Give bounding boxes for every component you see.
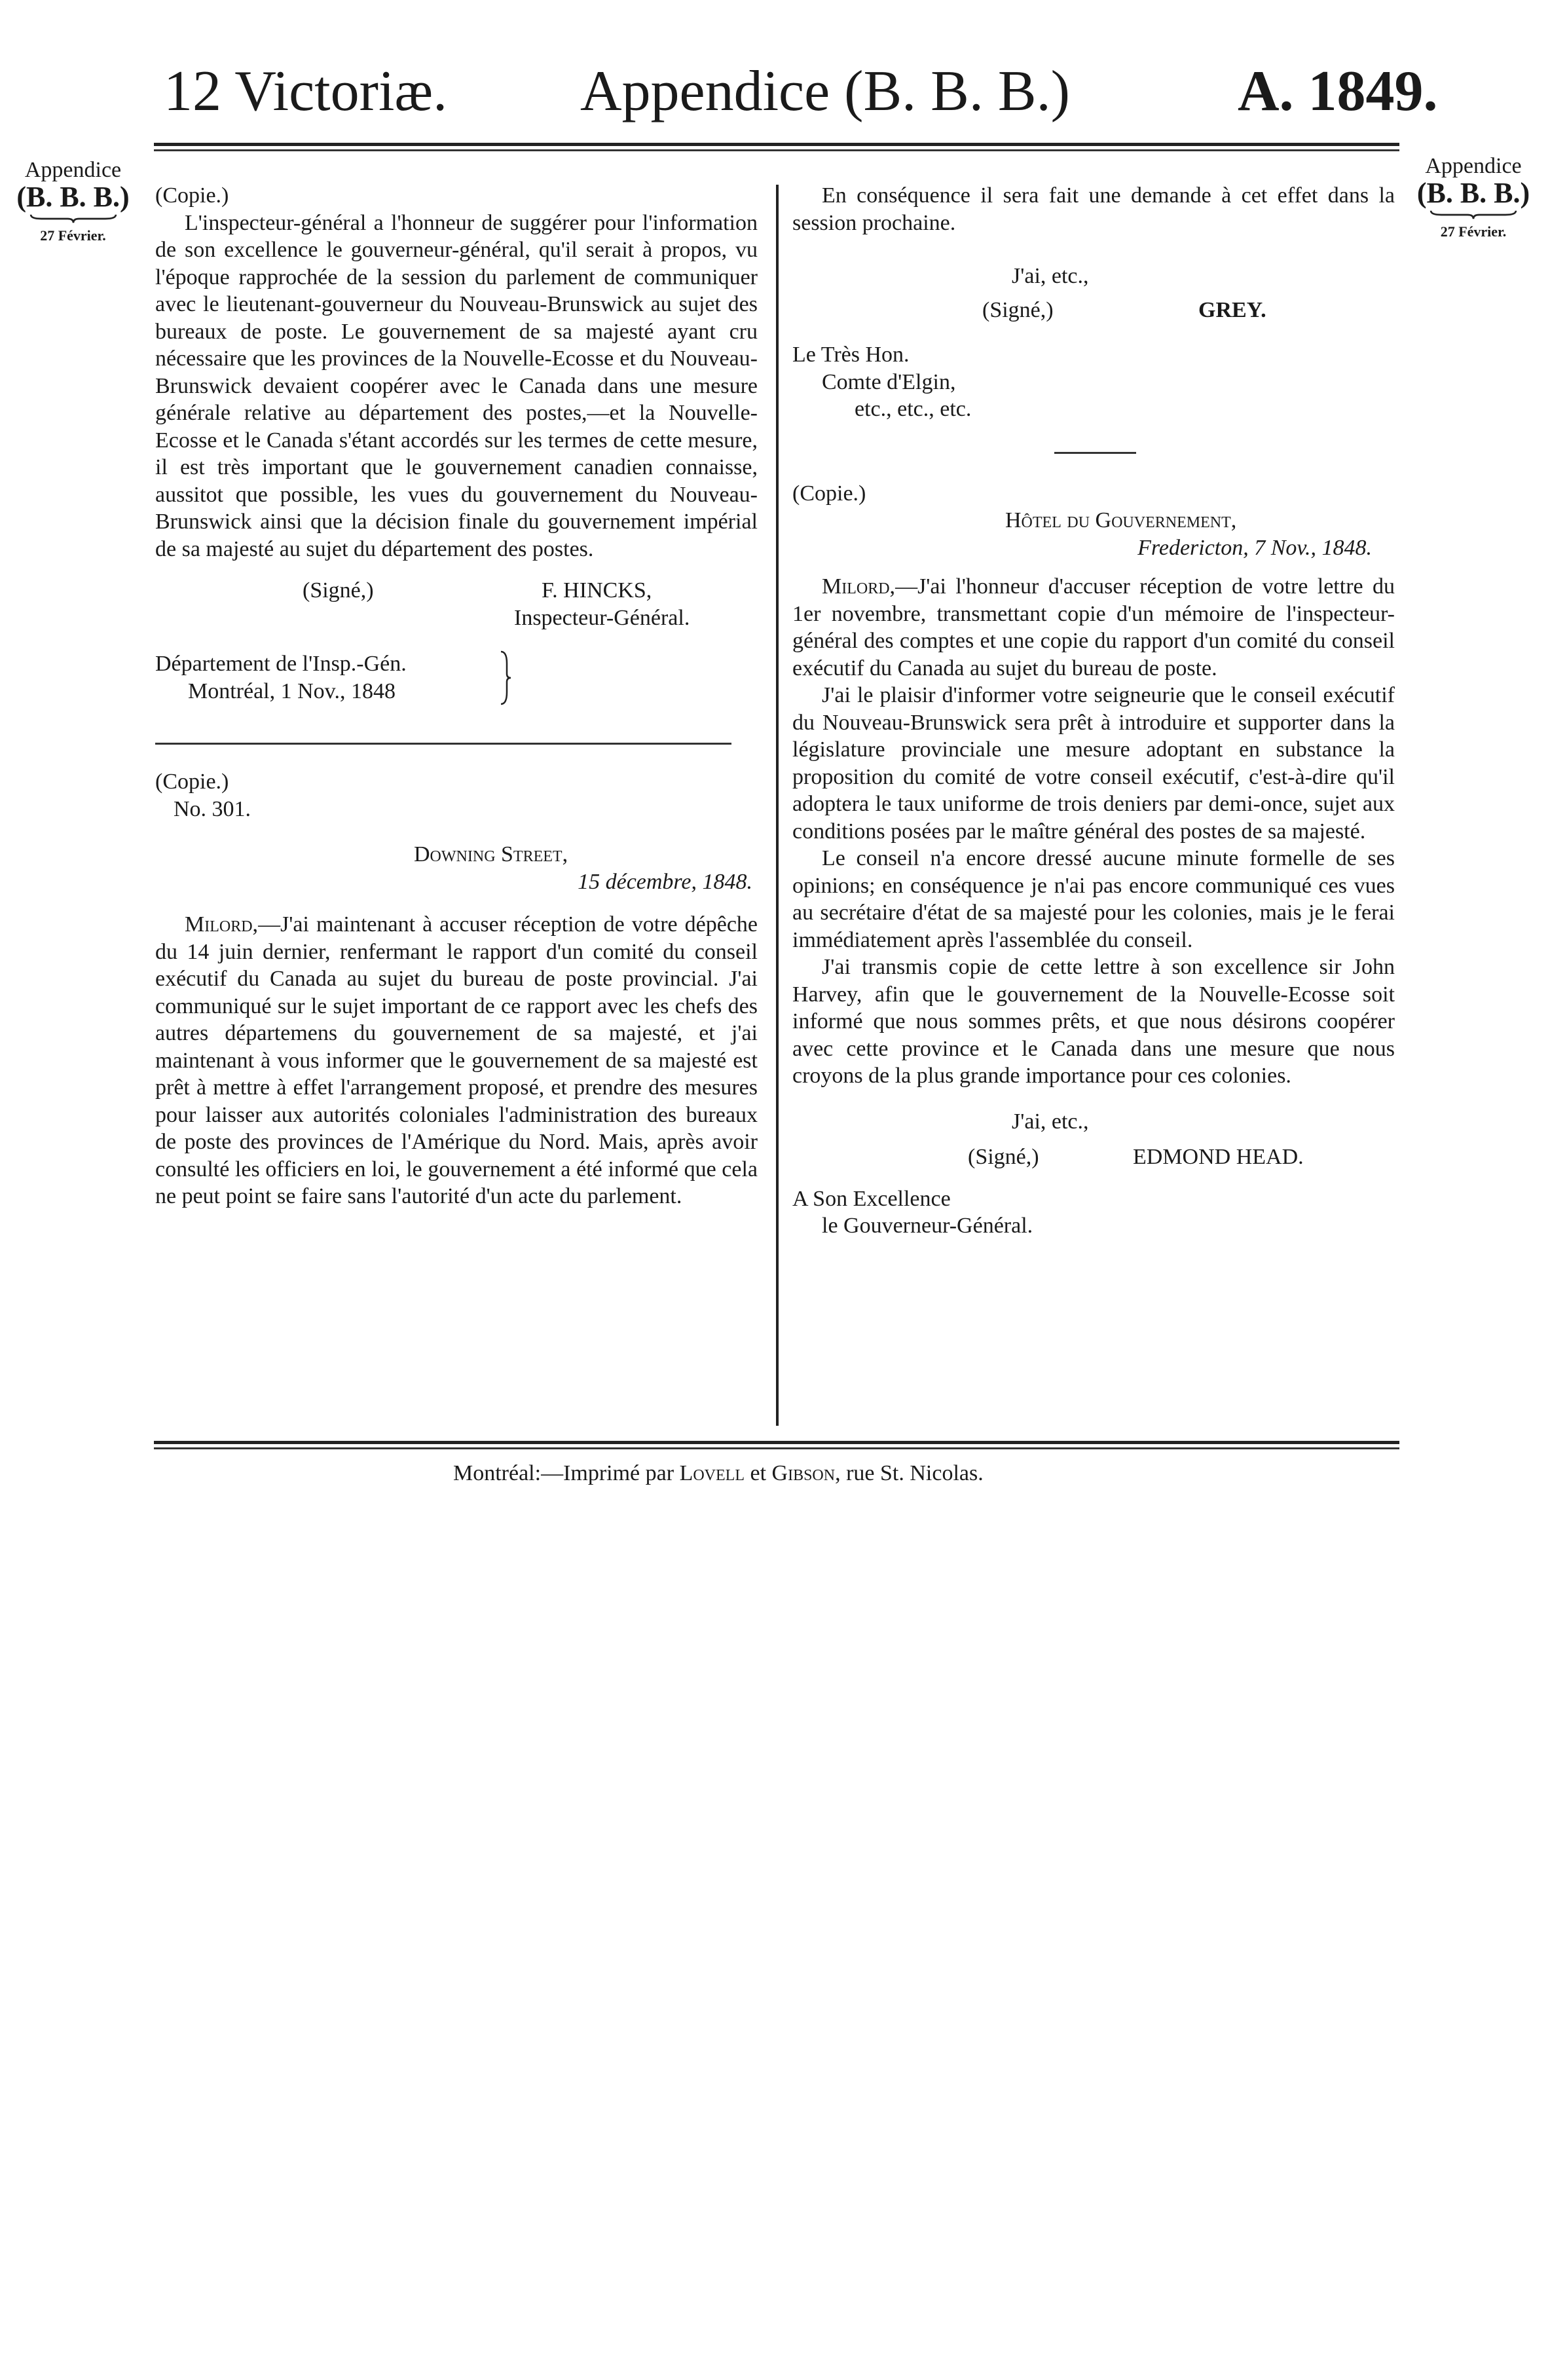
- imprint-et: et: [750, 1461, 767, 1485]
- addressee-line-2: Comte d'Elgin,: [822, 369, 956, 394]
- head-closing-row: [792, 1108, 1395, 1136]
- downing-date: 15 décembre, 1848.: [578, 869, 752, 894]
- head-signature-row: [792, 1144, 1395, 1171]
- margin-label-left: Appendice: [24, 158, 122, 182]
- header-center: Appendice (B. B. B.): [580, 60, 1070, 123]
- imprint-suffix: rue St. Nicolas.: [846, 1461, 984, 1485]
- imprint-gibson: Gibson,: [771, 1461, 841, 1485]
- imprint-prefix: Montréal:—Imprimé par: [453, 1461, 674, 1485]
- margin-date-left: 27 Février.: [40, 227, 106, 244]
- milord-salutation-2: Milord,: [822, 574, 896, 599]
- head-letter-para-3: Le conseil n'a encore dressé aucune minute formelle de ses opinions; en conséquence je n'ai pas encore communiqué ces vues au secrétaire d'état de sa majesté pour les colonies, mais je le ferai immédiatement après l'assemblée du conseil.: [792, 846, 1395, 952]
- right-separator: [1054, 452, 1136, 454]
- hotel-gouvernement: Hôtel du Gouvernement,: [1005, 508, 1237, 532]
- grey-name: GREY.: [1198, 298, 1266, 322]
- footer-rule: [154, 1441, 1399, 1444]
- header-rule: [154, 143, 1399, 146]
- to-line-2: le Gouverneur-Général.: [822, 1214, 1033, 1238]
- column-divider: [776, 185, 779, 1426]
- margin-note-right: [1398, 155, 1549, 239]
- left-column: [155, 182, 758, 1210]
- signe-label-3: (Signé,): [968, 1144, 1039, 1169]
- dept-brace-icon: [499, 650, 512, 705]
- printer-imprint: [453, 1462, 984, 1485]
- hincks-memo: L'inspecteur-général a l'honneur de suggérer pour l'information de son excellence le gouverneur-général, qu'il serait à propos, vu l'époque rapprochée de la session du parlement de communiquer avec le lieutenant-gouverneur du Nouveau-Brunswick au sujet des bureaux de poste. Le gouvernement de sa majesté ayant cru nécessaire que les provinces de la Nouvelle-Ecosse et du Nouveau-Brunswick devaient coopérer avec le Canada dans une mesure générale relative au département des postes,—et la Nouvelle-Ecosse et le Canada s'étant accordés sur les termes de cette mesure, il est très important que le gouvernement canadien connaisse, aussitot que possible, les vues du gouvernement du Nouveau-Brunswick ainsi que la décision finale du gouvernement impérial de sa majesté au sujet du département des postes.: [155, 210, 758, 561]
- addressee-line-3: etc., etc., etc.: [855, 397, 972, 421]
- head-name: EDMOND HEAD.: [1133, 1144, 1304, 1169]
- footer-rule-2: [154, 1447, 1399, 1449]
- downing-street: Downing Street,: [414, 842, 568, 866]
- grey-addressee: [792, 341, 1395, 423]
- imprint-lovell: Lovell: [679, 1461, 745, 1485]
- dept-line-1: Département de l'Insp.-Gén.: [155, 652, 407, 676]
- hincks-title-row: [155, 604, 758, 632]
- addressee-line-1: Le Très Hon.: [792, 343, 910, 367]
- hincks-title: Inspecteur-Général.: [514, 606, 690, 630]
- grey-closing-row: [792, 263, 1395, 290]
- grey-dispatch: —J'ai maintenant à accuser réception de votre dépêche du 14 juin dernier, renfermant le rapport d'un comité du conseil exécutif du Canada au sujet du bureau de poste provincial. J'ai communiqué sur le sujet important de ce rapport avec les chefs des autres départemens du gouvernement de sa majesté, et j'ai maintenant à vous informer que le gouvernement de sa majesté est prêt à mettre à effet l'arrangement proposé, et prendre des mesures pour laisser aux autorités coloniales l'administration des bureaux de poste des provinces de l'Amérique du Nord. Mais, après avoir consulté les officiers en loi, le gouvernement a été informé que cela ne peut point se faire sans l'autorité d'un acte du parlement.: [155, 912, 758, 1208]
- fredericton-date: Fredericton, 7 Nov., 1848.: [1137, 535, 1372, 560]
- brace-right-icon: [1424, 210, 1522, 220]
- margin-note-left: [3, 158, 143, 243]
- signe-label-1: (Signé,): [303, 578, 374, 603]
- head-letter-para-4: J'ai transmis copie de cette lettre à son excellence sir John Harvey, afin que le gouvernement de la Nouvelle-Ecosse soit informé que nous sommes prêts, et que nous désirons coopérer avec cette province et le Canada dans une mesure que nous croyons de la plus grande importance pour ces colonies.: [792, 955, 1395, 1088]
- copie-label-1: (Copie.): [155, 183, 229, 208]
- margin-date-right: 27 Février.: [1440, 223, 1507, 240]
- copie-label-2: (Copie.): [155, 770, 229, 794]
- jai-etc-1: J'ai, etc.,: [1012, 264, 1089, 288]
- milord-salutation-1: Milord,: [185, 912, 259, 937]
- grey-dispatch-continued: En conséquence il sera fait une demande à cet effet dans la session prochaine.: [792, 183, 1395, 235]
- grey-signature-row: [792, 297, 1395, 324]
- to-line-1: A Son Excellence: [792, 1186, 951, 1211]
- dept-line-2: Montréal, 1 Nov., 1848: [188, 679, 396, 703]
- header-rule-2: [154, 149, 1399, 151]
- hincks-signature-row: [155, 577, 758, 604]
- left-separator: [155, 743, 731, 745]
- signe-label-2: (Signé,): [982, 298, 1054, 322]
- head-letter-para-2: J'ai le plaisir d'informer votre seigneurie que le conseil exécutif du Nouveau-Brunswick sera prêt à introduire et supporter dans la législature provinciale une mesure adoptant en substance la proposition du comité de votre conseil exécutif, c'est-à-dire qu'il adoptera le taux uniforme de trois deniers par demi-once, sujet aux conditions posées par le maître général des postes de sa majesté.: [792, 683, 1395, 844]
- right-column: [792, 182, 1395, 1240]
- dispatch-number: No. 301.: [174, 796, 251, 821]
- header-left: 12 Victoriæ.: [164, 60, 448, 123]
- margin-code-right: (B. B. B.): [1416, 176, 1530, 209]
- header-right: A. 1849.: [1238, 60, 1438, 123]
- dept-block: [155, 650, 758, 705]
- brace-left-icon: [24, 214, 122, 224]
- copie-label-3: (Copie.): [792, 481, 866, 506]
- hincks-name: F. HINCKS,: [542, 578, 652, 603]
- margin-label-right: Appendice: [1425, 154, 1522, 178]
- head-letter-para-1: —J'ai l'honneur d'accuser réception de votre lettre du 1er novembre, transmettant copie d'un mémoire de l'inspecteur-général des comptes et une copie du rapport d'un comité du conseil exécutif du Canada au sujet du bureau de poste.: [792, 574, 1395, 680]
- jai-etc-2: J'ai, etc.,: [1012, 1109, 1089, 1134]
- head-addressee: [792, 1185, 1395, 1240]
- margin-code-left: (B. B. B.): [16, 180, 130, 213]
